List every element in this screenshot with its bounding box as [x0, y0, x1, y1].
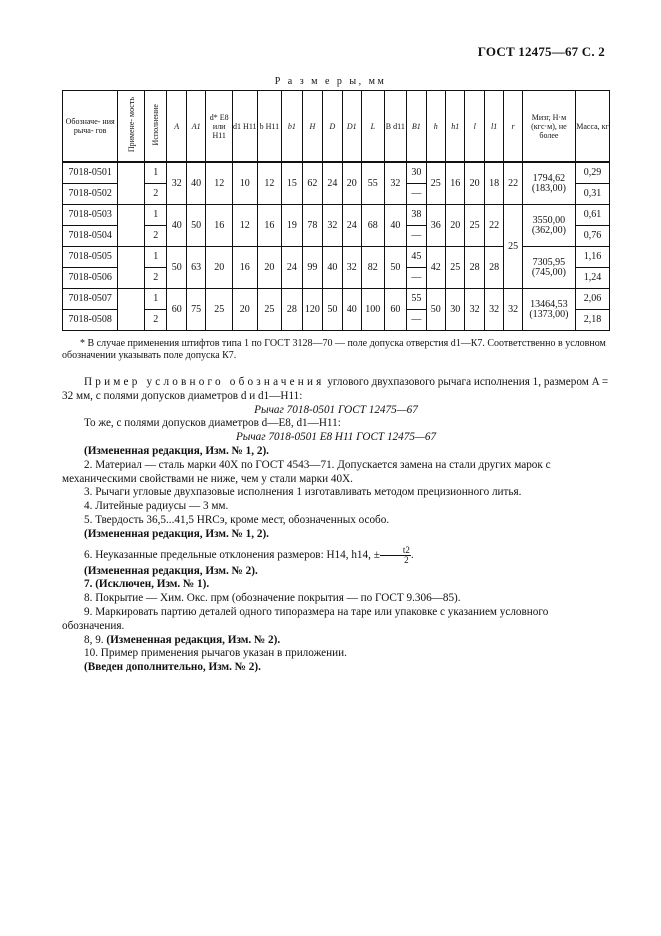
cell-B: 60 [384, 289, 407, 331]
cell-A: 60 [167, 289, 186, 331]
cell-h1: 16 [446, 162, 465, 205]
cell-mass: 2,18 [576, 310, 610, 331]
edit-note-3: (Измененная редакция, Изм. № 2). [84, 564, 258, 577]
cell-designation: 7018-0501 [63, 162, 118, 184]
cell-D: 24 [323, 162, 342, 205]
paragraph-5: 5. Твердость 36,5...41,5 HRCэ, кроме мест, обозначенных особо. [84, 513, 390, 526]
cell-D1: 40 [342, 289, 361, 331]
col-L: L [362, 91, 385, 163]
cell-l1: 22 [484, 205, 503, 247]
cell-A: 40 [167, 205, 186, 247]
cell-mass: 0,61 [576, 205, 610, 226]
paragraph-7: 7. (Исключен, Изм. № 1). [84, 578, 210, 591]
cell-version: 1 [144, 247, 167, 268]
cell-l: 28 [465, 247, 484, 289]
cell-B1-d11: — [407, 310, 426, 331]
cell-moment: 13464,53 (1373,00) [522, 289, 575, 331]
cell-r: 22 [504, 162, 522, 205]
cell-mass: 1,24 [576, 268, 610, 289]
cell-l1: 18 [484, 162, 503, 205]
edit-note-2: (Измененная редакция, Изм. № 1, 2). [84, 527, 269, 540]
cell-B1-d11: 45 [407, 247, 426, 268]
cell-r: 32 [504, 289, 522, 331]
cell-l1: 28 [484, 247, 503, 289]
cell-A: 32 [167, 162, 186, 205]
example-paragraph [62, 376, 610, 404]
cell-b1: 19 [282, 205, 302, 247]
col-version: Исполнение [144, 91, 167, 163]
paragraph-10: 10. Пример применения рычагов указан в приложении. [84, 647, 347, 660]
cell-D: 40 [323, 247, 342, 289]
table-caption: Р а з м е р ы, мм [274, 76, 387, 87]
cell-h: 42 [426, 247, 445, 289]
cell-d: 12 [206, 162, 233, 205]
col-b: b H11 [257, 91, 282, 163]
cell-B1-d11: 30 [407, 162, 426, 184]
cell-l: 32 [465, 289, 484, 331]
col-B1: B1 [407, 91, 426, 163]
cell-d1: 12 [233, 205, 258, 247]
cell-D: 50 [323, 289, 342, 331]
edit-note-4: (Измененная редакция, Изм. № 2). [106, 633, 281, 646]
cell-H: 99 [302, 247, 322, 289]
cell-version: 1 [144, 162, 167, 184]
cell-version: 2 [144, 184, 167, 205]
edit-note-4-line [62, 634, 610, 648]
cell-h1: 25 [446, 247, 465, 289]
cell-mass: 0,31 [576, 184, 610, 205]
cell-version: 1 [144, 289, 167, 310]
example-designation-2: Рычаг 7018-0501 E8 H11 ГОСТ 12475—67 [235, 431, 437, 444]
cell-D1: 20 [342, 162, 361, 205]
cell-mass: 1,16 [576, 247, 610, 268]
cell-d1: 10 [233, 162, 258, 205]
cell-L: 55 [362, 162, 385, 205]
col-applicability: Примене- мость [118, 91, 145, 163]
cell-B: 32 [384, 162, 407, 205]
table-row [63, 247, 610, 268]
col-A: A [167, 91, 186, 163]
cell-designation: 7018-0504 [63, 226, 118, 247]
cell-B1-d11: 55 [407, 289, 426, 310]
cell-moment: 3550,00 (362,00) [522, 205, 575, 247]
example-designation-1: Рычаг 7018-0501 ГОСТ 12475—67 [254, 403, 418, 416]
cell-b: 16 [257, 205, 282, 247]
table-footnote: * В случае применения штифтов типа 1 по ГОСТ 3128—70 — поле допуска отверстия d1—К7. Соответственно в условном обозначении указывать поле допуска К7. [62, 338, 606, 361]
cell-b1: 15 [282, 162, 302, 205]
col-A1: A1 [186, 91, 205, 163]
cell-version: 2 [144, 268, 167, 289]
cell-applicability [118, 247, 145, 289]
cell-b: 25 [257, 289, 282, 331]
paragraph-2: 2. Материал — сталь марки 40Х по ГОСТ 4543—71. Допускается замена на стали других марок с механическими свойствами не ниже, чем у стали марки 40Х. [62, 458, 551, 485]
paragraph-8: 8. Покрытие — Хим. Окс. прм (обозначение покрытия — по ГОСТ 9.306—85). [84, 592, 461, 605]
document-body [62, 376, 610, 675]
cell-A1: 40 [186, 162, 205, 205]
cell-D1: 24 [342, 205, 361, 247]
cell-b1: 24 [282, 247, 302, 289]
cell-D1: 32 [342, 247, 361, 289]
same-paragraph: То же, с полями допусков диаметров d—E8, d1—H11: [84, 417, 341, 430]
cell-H: 78 [302, 205, 322, 247]
cell-A1: 63 [186, 247, 205, 289]
col-mass: Масса, кг [576, 91, 610, 163]
cell-mass: 0,29 [576, 162, 610, 184]
dimensions-table [62, 90, 610, 331]
cell-mass: 2,06 [576, 289, 610, 310]
cell-l: 20 [465, 162, 484, 205]
table-row [63, 162, 610, 184]
paragraph-6: 6. Неуказанные предельные отклонения размеров: H14, h14, ± $\frac{t2}{2}$ . [84, 544, 414, 565]
cell-applicability [118, 289, 145, 331]
cell-version: 2 [144, 226, 167, 247]
cell-b: 20 [257, 247, 282, 289]
cell-version: 2 [144, 310, 167, 331]
edit-note-4-num: 8, 9. [84, 633, 104, 646]
cell-B1-d11: — [407, 184, 426, 205]
cell-r: 25 [504, 205, 522, 289]
table-row [63, 289, 610, 310]
cell-L: 100 [362, 289, 385, 331]
cell-A1: 50 [186, 205, 205, 247]
cell-l: 25 [465, 205, 484, 247]
col-H: H [302, 91, 322, 163]
cell-moment: 1794,62 (183,00) [522, 162, 575, 205]
cell-d: 25 [206, 289, 233, 331]
col-B: B d11 [384, 91, 407, 163]
cell-applicability [118, 205, 145, 247]
paragraph-6-text: 6. Неуказанные предельные отклонения размеров: H14, h14, ± [84, 548, 380, 561]
col-moment: Mизг, Н·м (кгс·м), не более [522, 91, 575, 163]
edit-note-1: (Измененная редакция, Изм. № 1, 2). [84, 444, 269, 457]
example-rest: углового двухпазового рычага исполнения 1, размером A = 32 мм, с полями допусков диаметров d и d1—H11: [62, 376, 609, 402]
cell-designation: 7018-0505 [63, 247, 118, 268]
cell-B1-d11: — [407, 268, 426, 289]
cell-designation: 7018-0506 [63, 268, 118, 289]
cell-version: 1 [144, 205, 167, 226]
cell-b: 12 [257, 162, 282, 205]
cell-mass: 0,76 [576, 226, 610, 247]
cell-H: 120 [302, 289, 322, 331]
page-header: ГОСТ 12475—67 С. 2 [477, 44, 605, 59]
col-designation: Обозначе- ния рыча- гов [63, 91, 118, 163]
cell-A: 50 [167, 247, 186, 289]
edit-note-5: (Введен дополнительно, Изм. № 2). [84, 661, 261, 674]
paragraph-4: 4. Литейные радиусы — 3 мм. [84, 500, 229, 513]
cell-D: 32 [323, 205, 342, 247]
cell-h: 36 [426, 205, 445, 247]
cell-h1: 30 [446, 289, 465, 331]
cell-designation: 7018-0507 [63, 289, 118, 310]
cell-B: 40 [384, 205, 407, 247]
cell-designation: 7018-0503 [63, 205, 118, 226]
cell-H: 62 [302, 162, 322, 205]
cell-applicability [118, 162, 145, 205]
col-l1: l1 [484, 91, 503, 163]
cell-d: 16 [206, 205, 233, 247]
cell-B: 50 [384, 247, 407, 289]
cell-B1-d11: 38 [407, 205, 426, 226]
cell-h: 25 [426, 162, 445, 205]
col-r: r [504, 91, 522, 163]
fraction-denominator: 2 [404, 554, 409, 565]
cell-l1: 32 [484, 289, 503, 331]
table-row [63, 205, 610, 226]
col-d1: d1 H11 [233, 91, 258, 163]
paragraph-3: 3. Рычаги угловые двухпазовые исполнения 1 изготавливать методом прецизионного литья. [84, 486, 522, 499]
cell-designation: 7018-0508 [63, 310, 118, 331]
cell-b1: 28 [282, 289, 302, 331]
cell-B1-d11: — [407, 226, 426, 247]
col-l: l [465, 91, 484, 163]
col-h: h [426, 91, 445, 163]
tolerance-fraction [380, 546, 411, 565]
cell-h1: 20 [446, 205, 465, 247]
cell-designation: 7018-0502 [63, 184, 118, 205]
cell-L: 68 [362, 205, 385, 247]
cell-A1: 75 [186, 289, 205, 331]
col-D: D [323, 91, 342, 163]
fraction-numerator: t2 [380, 546, 411, 556]
cell-d: 20 [206, 247, 233, 289]
cell-moment: 7305,95 (745,00) [522, 247, 575, 289]
col-h1: h1 [446, 91, 465, 163]
col-d: d* E8 или H11 [206, 91, 233, 163]
col-b1: b1 [282, 91, 302, 163]
example-lead: Пример условного обозначения [84, 376, 325, 388]
col-D1: D1 [342, 91, 361, 163]
paragraph-9: 9. Маркировать партию деталей одного типоразмера на таре или упаковке с указанием условного обозначения. [62, 605, 549, 632]
cell-L: 82 [362, 247, 385, 289]
cell-h: 50 [426, 289, 445, 331]
cell-d1: 20 [233, 289, 258, 331]
cell-d1: 16 [233, 247, 258, 289]
